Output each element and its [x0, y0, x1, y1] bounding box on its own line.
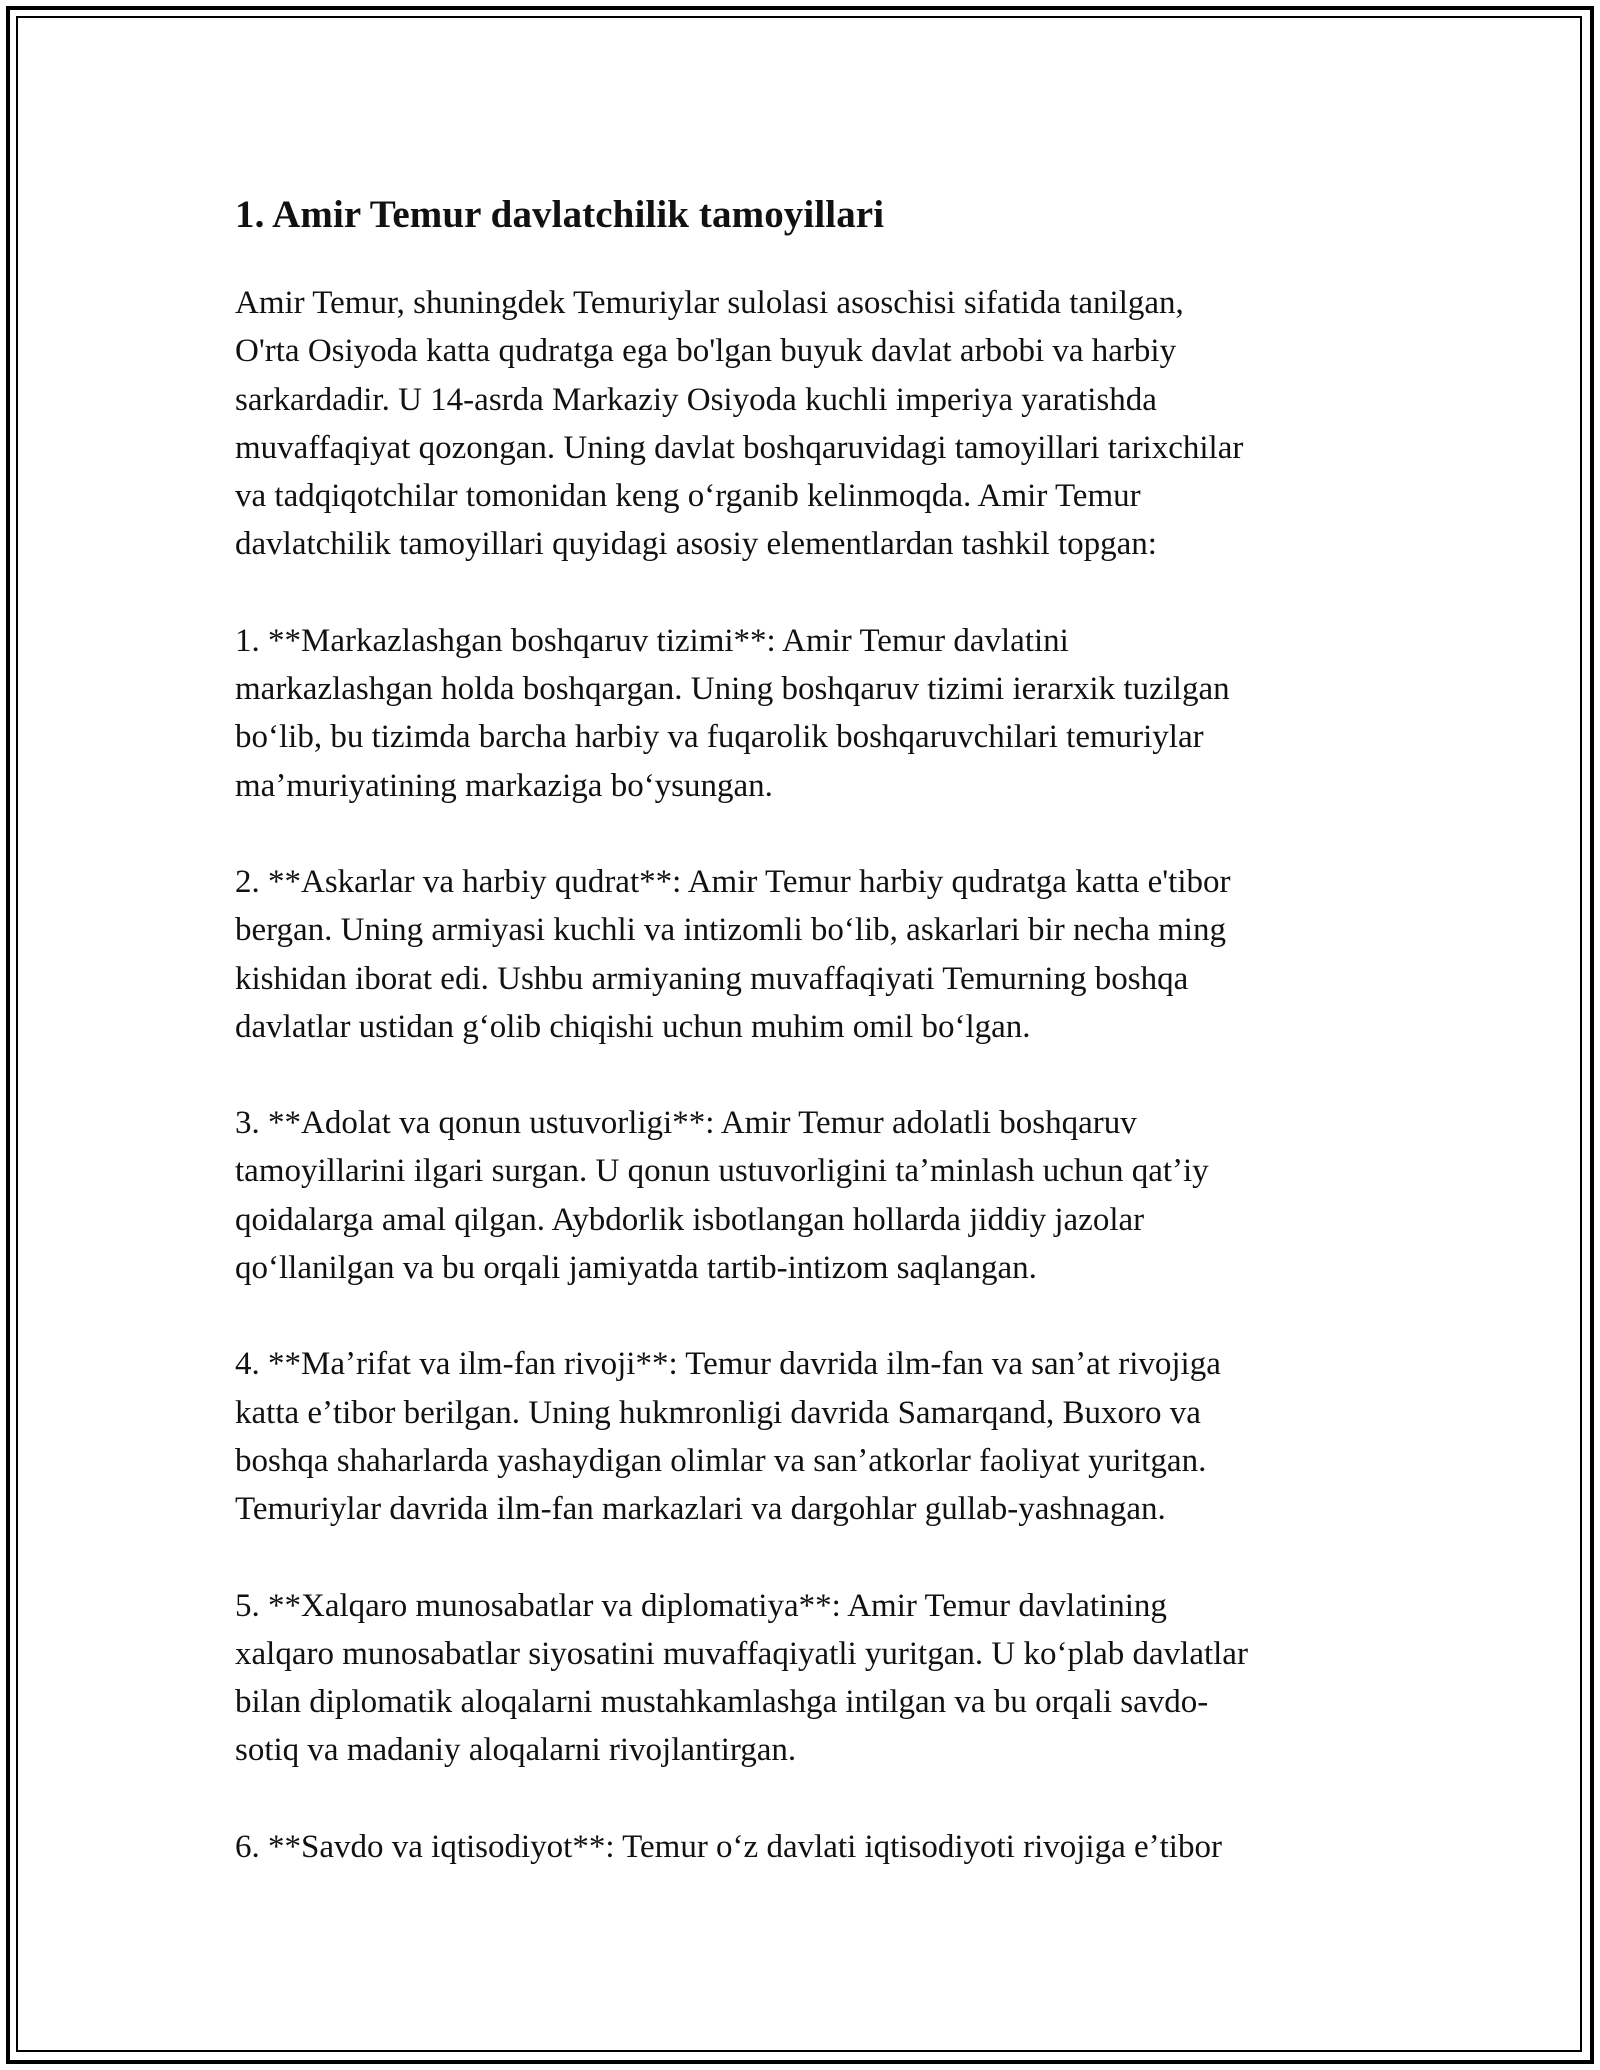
document-body — [235, 185, 1375, 1919]
paragraph-line: boʻlib, bu tizimda barcha harbiy va fuqarolik boshqaruvchilari temuriylar — [235, 719, 1204, 756]
paragraph-line: Temuriylar davrida ilm-fan markazlari va dargohlar gullab-yashnagan. — [235, 1491, 1166, 1528]
paragraph-line: bergan. Uning armiyasi kuchli va intizomli boʻlib, askarlari bir necha ming — [235, 912, 1226, 949]
principle-5-paragraph — [235, 1582, 1375, 1775]
paragraph-line: tamoyillarini ilgari surgan. U qonun ustuvorligini taʼminlash uchun qatʼiy — [235, 1153, 1209, 1190]
paragraph-line: sarkardadir. U 14-asrda Markaziy Osiyoda kuchli imperiya yaratishda — [235, 381, 1157, 418]
paragraph-line: kishidan iborat edi. Ushbu armiyaning muvaffaqiyati Temurning boshqa — [235, 960, 1189, 997]
paragraph-line: qoʻllanilgan va bu orqali jamiyatda tartib-intizom saqlangan. — [235, 1250, 1037, 1287]
paragraph-line: maʼmuriyatining markaziga boʻysungan. — [235, 767, 773, 804]
paragraph-line: muvaffaqiyat qozongan. Uning davlat boshqaruvidagi tamoyillari tarixchilar — [235, 429, 1244, 466]
principle-2-paragraph — [235, 858, 1375, 1051]
principle-4-paragraph — [235, 1340, 1375, 1533]
paragraph-line: davlatchilik tamoyillari quyidagi asosiy elementlardan tashkil topgan: — [235, 526, 1157, 563]
paragraph-line: boshqa shaharlarda yashaydigan olimlar va sanʼatkorlar faoliyat yuritgan. — [235, 1442, 1207, 1479]
paragraph-line: davlatlar ustidan gʻolib chiqishi uchun muhim omil boʻlgan. — [235, 1008, 1031, 1045]
principle-6-paragraph — [235, 1823, 1375, 1871]
paragraph-line: 3. **Adolat va qonun ustuvorligi**: Amir Temur adolatli boshqaruv — [235, 1105, 1137, 1142]
paragraph-line: qoidalarga amal qilgan. Aybdorlik isbotlangan hollarda jiddiy jazolar — [235, 1201, 1145, 1238]
paragraph-line: 2. **Askarlar va harbiy qudrat**: Amir Temur harbiy qudratga katta e'tibor — [235, 863, 1231, 900]
paragraph-line: 5. **Xalqaro munosabatlar va diplomatiya**: Amir Temur davlatining — [235, 1587, 1167, 1624]
paragraph-line: sotiq va madaniy aloqalarni rivojlantirgan. — [235, 1732, 797, 1769]
paragraph-line: 6. **Savdo va iqtisodiyot**: Temur oʻz davlati iqtisodiyoti rivojiga eʼtibor — [235, 1828, 1222, 1865]
paragraph-line: O'rta Osiyoda katta qudratga ega bo'lgan buyuk davlat arbobi va harbiy — [235, 333, 1177, 370]
principle-1-paragraph — [235, 617, 1375, 810]
paragraph-line: va tadqiqotchilar tomonidan keng oʻrganib kelinmoqda. Amir Temur — [235, 478, 1141, 515]
paragraph-line: 1. **Markazlashgan boshqaruv tizimi**: Amir Temur davlatini — [235, 622, 1069, 659]
paragraph-line: markazlashgan holda boshqargan. Uning boshqaruv tizimi ierarxik tuzilgan — [235, 671, 1230, 708]
intro-paragraph — [235, 279, 1375, 569]
principle-3-paragraph — [235, 1099, 1375, 1292]
paragraph-line: 4. **Maʼrifat va ilm-fan rivoji**: Temur davrida ilm-fan va sanʼat rivojiga — [235, 1346, 1221, 1383]
paragraph-line: bilan diplomatik aloqalarni mustahkamlashga intilgan va bu orqali savdo- — [235, 1684, 1209, 1721]
paragraph-line: katta eʼtibor berilgan. Uning hukmronligi davrida Samarqand, Buxoro va — [235, 1394, 1201, 1431]
paragraph-line: Amir Temur, shuningdek Temuriylar sulolasi asoschisi sifatida tanilgan, — [235, 285, 1184, 321]
paragraph-line: xalqaro munosabatlar siyosatini muvaffaqiyatli yuritgan. U koʻplab davlatlar — [235, 1635, 1248, 1672]
document-title: 1. Amir Temur davlatchilik tamoyillari — [235, 193, 885, 236]
